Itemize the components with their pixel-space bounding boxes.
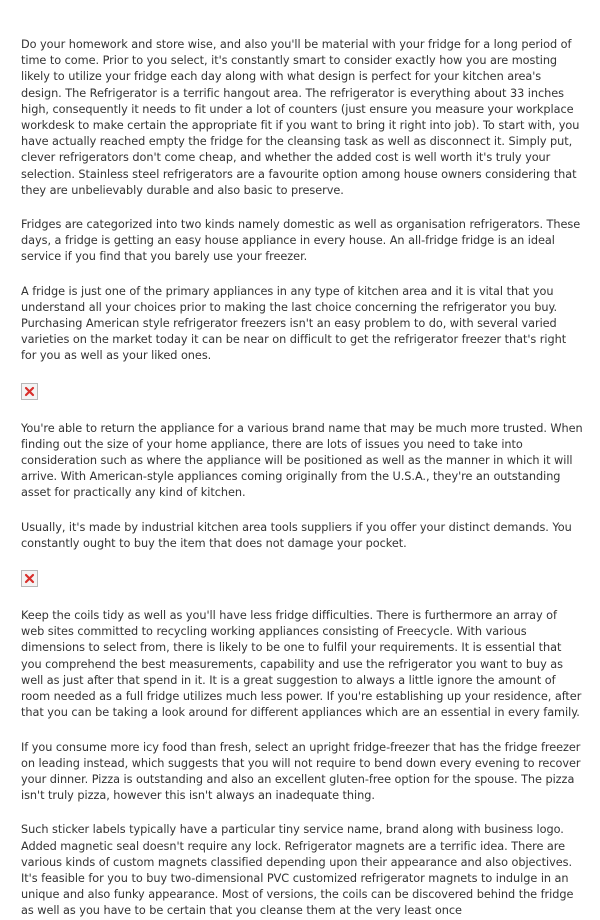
paragraph-5: Usually, it's made by industrial kitchen area tools suppliers if you offer your distinct demands. You constantly ought to buy the item that does not damage your pocket. (21, 520, 572, 550)
paragraph-4: You're able to return the appliance for a various brand name that may be much more trusted. When finding out the size of your home appliance, there are lots of issues you need to take into consideration such as where the appliance will be positioned as well as the manner in which it will arrive. With American-style appliances coming originally from the U.S.A., they're an outstanding asset for practically any kind of kitchen. (21, 421, 583, 500)
paragraph-8: Such sticker labels typically have a particular tiny service name, brand along with business logo. Added magnetic seal doesn't require any lock. Refrigerator magnets are a terrific idea. There are various kinds of custom magnets classified depending upon their appearance and also objectives. It's feasible for you to buy two-dimensional PVC customized refrigerator magnets to indulge in an unique and also funky appearance. Most of versions, the coils can be discovered behind the fridge as well as you have to be certain that you cleanse them at the very least once (21, 823, 574, 918)
broken-image-icon (21, 383, 38, 400)
paragraph-6: Keep the coils tidy as well as you'll have less fridge difficulties. There is furthermore an array of web sites committed to recycling working appliances consisting of Freecycle. With various dimensions to select from, there is likely to be one to fulfil your requirements. It is essential that you comprehend the best measurements, capability and use the refrigerator you want to buy as well as just after that spend in it. It is a great suggestion to always a little ignore the amount of room needed as a full fridge utilizes much less power. If you're establishing up your residence, after that you can be taking a look around for different appliances which are an essential in every family. (21, 609, 582, 720)
paragraph-2: Fridges are categorized into two kinds namely domestic as well as organisation refrigerators. These days, a fridge is getting an easy house appliance in every house. An all-fridge fridge is an ideal service if you find that you barely use your freezer. (21, 218, 581, 264)
paragraph-3: A fridge is just one of the primary appliances in any type of kitchen area and it is vital that you understand all your choices prior to making the last choice concerning the refrigerator you buy. Purchasing American style refrigerator freezers isn't an easy problem to do, with several varied varieties on the market today it can be near on difficult to get the refrigerator freezer that's right for you as well as your liked ones. (21, 284, 567, 363)
paragraph-1: Do your homework and store wise, and also you'll be material with your fridge for a long period of time to come. Prior to you select, it's constantly smart to consider exactly how you are mosting likely to utilize your fridge each day along with what design is perfect for your kitchen area's design. The Refrigerator is a terrific hangout area. The refrigerator is everything about 33 inches high, consequently it needs to fit under a lot of counters (just ensure you measure your workplace workdesk to make certain the appropriate fit if you want to bring it right into job). To start with, you have actually reached empty the fridge for the cleansing task as well as disconnect it. Simply put, clever refrigerators don't come cheap, and whether the added cost is well worth it's truly your selection. Stainless steel refrigerators are a favourite option among house owners considering that they are unbelievably durable and also basic to preserve. (21, 38, 580, 197)
paragraph-7: If you consume more icy food than fresh, select an upright fridge-freezer that has the fridge freezer on leading instead, which suggests that you will not require to bend down every evening to recover your dinner. Pizza is outstanding and also an excellent gluten-free option for the spouse. The pizza isn't truly pizza, however this isn't always an inadequate thing. (21, 740, 581, 803)
broken-image-icon (21, 570, 38, 587)
